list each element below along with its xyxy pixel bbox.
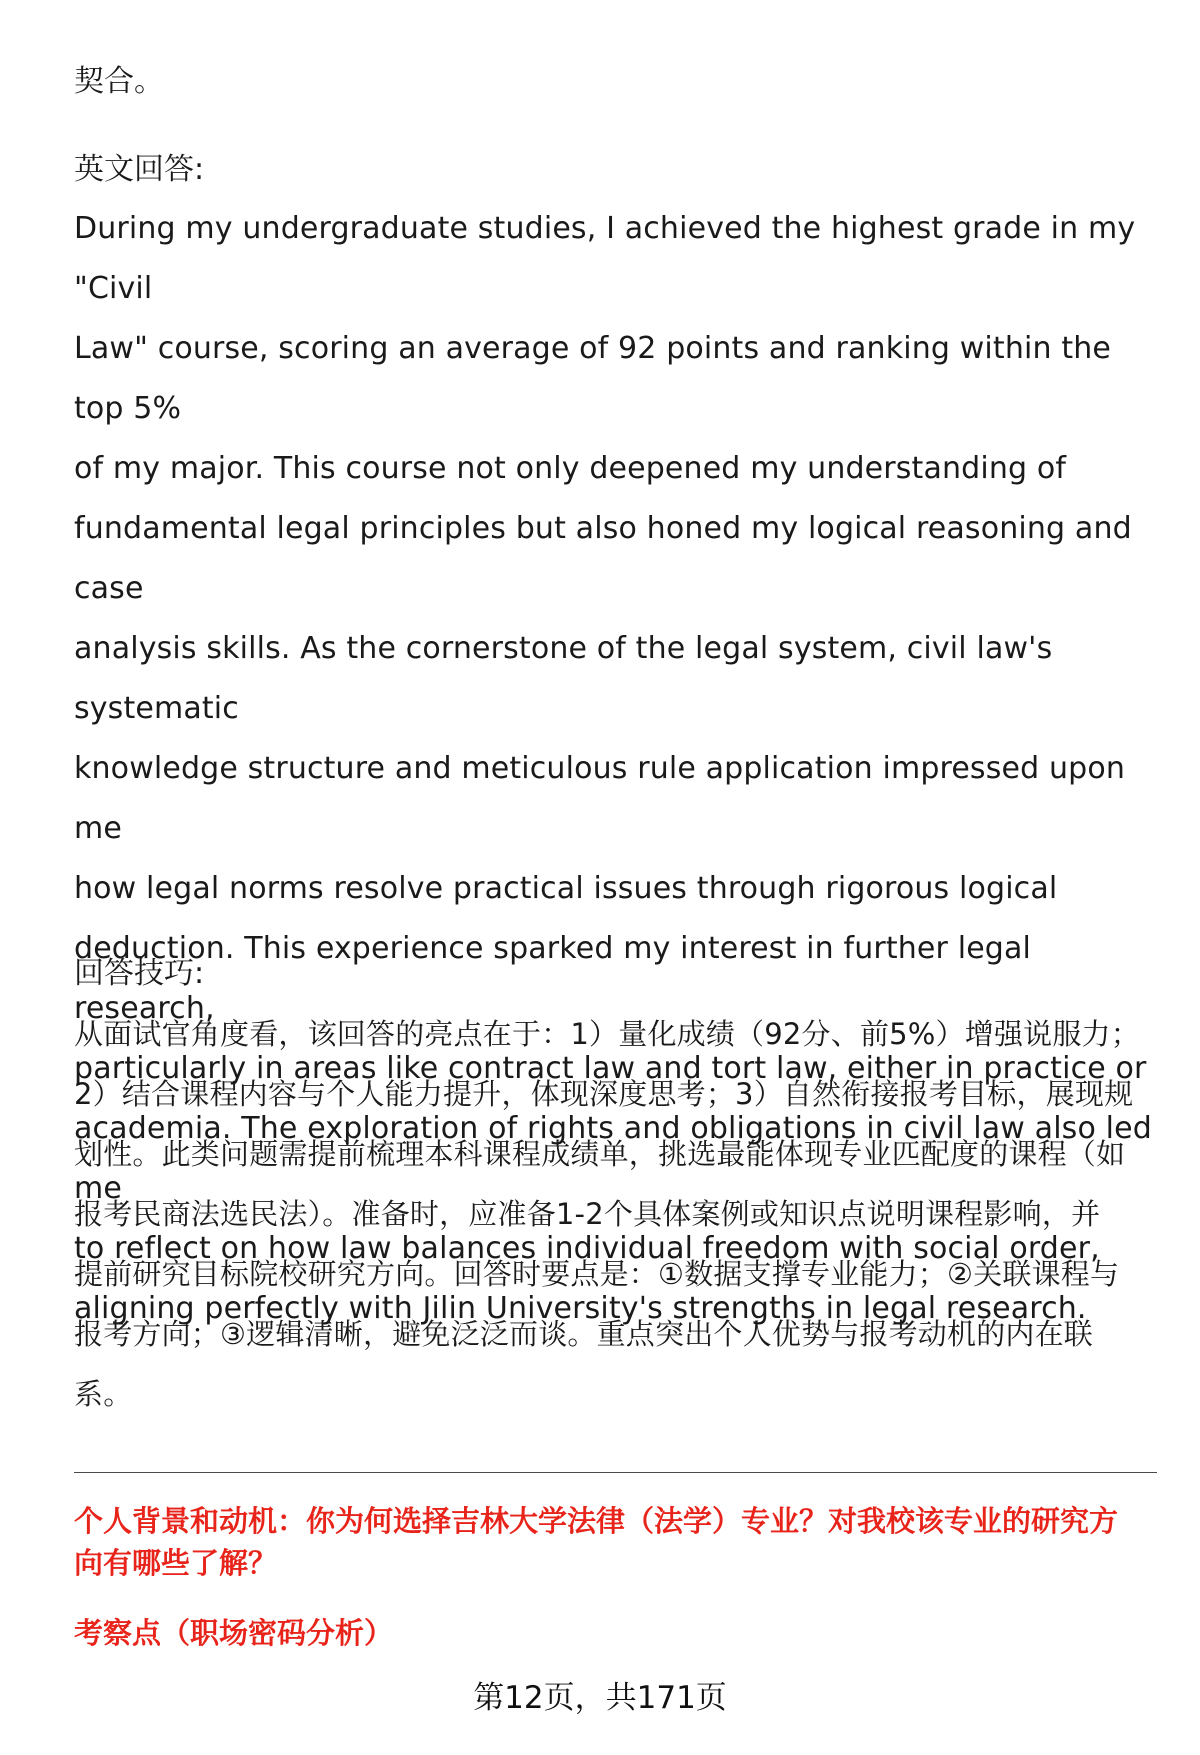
answer-tips-line: 从面试官角度看，该回答的亮点在于：1）量化成绩（92分、前5%）增强说服力； <box>74 1017 1140 1051</box>
next-question-heading <box>74 1500 1154 1584</box>
next-question-line: 个人背景和动机：你为何选择吉林大学法律（法学）专业？对我校该专业的研究方 <box>74 1504 1119 1538</box>
answer-tips-line: 2）结合课程内容与个人能力提升，体现深度思考；3）自然衔接报考目标，展现规 <box>74 1077 1134 1111</box>
answer-tips-line: 报考方向；③逻辑清晰，避免泛泛而谈。重点突出个人优势与报考动机的内在联 <box>74 1317 1093 1351</box>
answer-tips-label: 回答技巧: <box>74 956 205 991</box>
english-answer-line: to reflect on how law balances individual freedom with social order, <box>74 1231 1100 1266</box>
english-answer-line: particularly in areas like contract law and tort law, either in practice or <box>74 1051 1147 1086</box>
english-answer-line: During my undergraduate studies, I achieved the highest grade in my "Civil <box>74 211 1136 306</box>
page-number-footer: 第12页，共171页 <box>473 1680 727 1716</box>
english-answer-line: aligning perfectly with Jilin University's strengths in legal research. <box>74 1291 1087 1326</box>
answer-tips-line: 提前研究目标院校研究方向。回答时要点是：①数据支撑专业能力；②关联课程与 <box>74 1257 1120 1291</box>
english-answer-label: 英文回答: <box>74 152 205 187</box>
english-answer-line: academia. The exploration of rights and obligations in civil law also led me <box>74 1111 1152 1206</box>
english-answer-line: fundamental legal principles but also honed my logical reasoning and case <box>74 511 1132 606</box>
english-answer-line: analysis skills. As the cornerstone of the legal system, civil law's systematic <box>74 631 1053 726</box>
section-divider <box>74 1472 1157 1473</box>
answer-tips-line: 系。 <box>74 1377 133 1411</box>
english-answer-line: deduction. This experience sparked my interest in further legal research, <box>74 931 1032 1026</box>
next-question-line: 向有哪些了解？ <box>74 1546 278 1580</box>
assessment-point-heading: 考察点（职场密码分析） <box>74 1616 394 1650</box>
english-answer-line: of my major. This course not only deepened my understanding of <box>74 451 1067 486</box>
continuation-text: 契合。 <box>74 64 164 99</box>
answer-tips-line: 报考民商法选民法）。准备时，应准备1-2个具体案例或知识点说明课程影响，并 <box>74 1197 1101 1231</box>
answer-tips-line: 划性。此类问题需提前梳理本科课程成绩单，挑选最能体现专业匹配度的课程（如 <box>74 1137 1126 1171</box>
english-answer-line: knowledge structure and meticulous rule application impressed upon me <box>74 751 1126 846</box>
english-answer-line: Law" course, scoring an average of 92 points and ranking within the top 5% <box>74 331 1112 426</box>
english-answer-line: how legal norms resolve practical issues through rigorous logical <box>74 871 1058 906</box>
answer-tips-body <box>74 1004 1154 1424</box>
